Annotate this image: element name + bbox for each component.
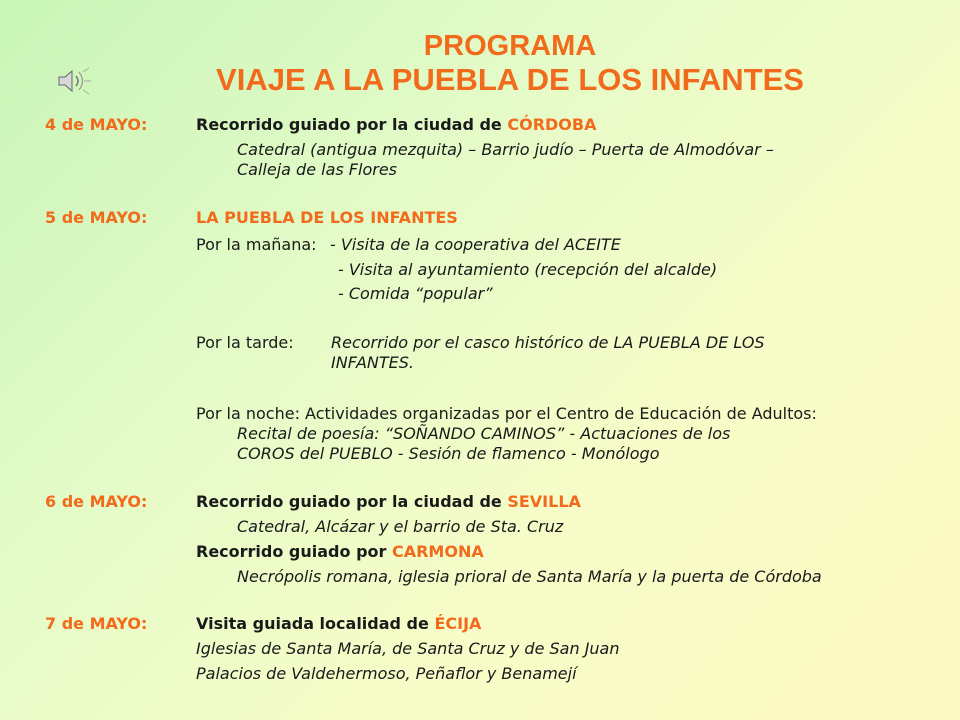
day-5-night-line-1: Recital de poesía: “SOÑANDO CAMINOS” - Actuaciones de los <box>237 424 731 443</box>
day-6-visit-1-text: Recorrido guiado por la ciudad de <box>196 492 508 511</box>
day-6-visit-2 <box>196 542 484 562</box>
day-6-label: 6 de MAYO: <box>45 492 148 511</box>
day-6-details-1: Catedral, Alcázar y el barrio de Sta. Cruz <box>237 517 564 536</box>
day-5-night-line-2: COROS del PUEBLO - Sesión de flamenco - Monólogo <box>237 444 660 463</box>
day-5-afternoon-label: Por la tarde: <box>196 333 294 352</box>
page-title: PROGRAMA <box>423 30 597 62</box>
day-7-label: 7 de MAYO: <box>45 614 148 633</box>
day-5-night-text: Por la noche: Actividades organizadas por el Centro de Educación de Adultos: <box>196 404 817 423</box>
day-4-city: CÓRDOBA <box>507 115 597 134</box>
day-4-visit <box>196 115 596 135</box>
day-6-city-1: SEVILLA <box>507 492 581 511</box>
day-5-morning-item-2: - Visita al ayuntamiento (recepción del alcalde) <box>338 260 718 279</box>
day-6-visit-2-text: Recorrido guiado por <box>196 542 392 561</box>
day-7-details-2: Palacios de Valdehermoso, Peñaflor y Benamejí <box>196 664 577 683</box>
day-6-visit-1 <box>196 492 581 512</box>
day-6-city-2: CARMONA <box>391 542 484 561</box>
day-5-morning-item-3: - Comida “popular” <box>338 284 493 303</box>
day-5-label: 5 de MAYO: <box>45 208 148 227</box>
page-subtitle: VIAJE A LA PUEBLA DE LOS INFANTES <box>216 62 804 97</box>
speaker-icon[interactable] <box>55 66 95 96</box>
day-4-details-1: Catedral (antigua mezquita) – Barrio judío – Puerta de Almodóvar – <box>237 140 774 159</box>
day-7-details-1: Iglesias de Santa María, de Santa Cruz y de San Juan <box>196 639 620 658</box>
day-5-morning-label: Por la mañana: <box>196 235 317 254</box>
day-7-visit <box>196 614 481 634</box>
day-7-city: ÉCIJA <box>434 614 482 633</box>
day-5-afternoon-line-2: INFANTES. <box>331 353 414 372</box>
day-5-afternoon-line-1: Recorrido por el casco histórico de LA PUEBLA DE LOS <box>331 333 765 352</box>
day-6-details-2: Necrópolis romana, iglesia prioral de Santa María y la puerta de Córdoba <box>237 567 822 586</box>
day-4-label: 4 de MAYO: <box>45 115 148 134</box>
day-5-heading: LA PUEBLA DE LOS INFANTES <box>196 208 458 227</box>
day-5-morning-item-1: - Visita de la cooperativa del ACEITE <box>330 235 621 254</box>
day-4-details-2: Calleja de las Flores <box>237 160 397 179</box>
day-7-visit-text: Visita guiada localidad de <box>196 614 435 633</box>
day-4-visit-text: Recorrido guiado por la ciudad de <box>196 115 508 134</box>
